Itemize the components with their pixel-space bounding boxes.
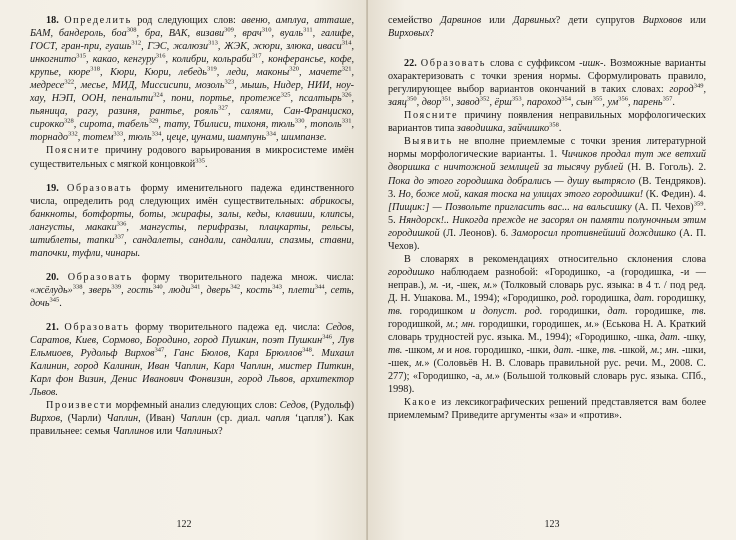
exercise-22-explain: Поясните причину появления неправильных морфологических вариантов типа заводишка, зайчишко$^{358}$. — [388, 110, 706, 135]
exercise-21-continued: семейство Дарвинов или Дарвиных? дети супругов Вирховов или Вирховых? — [388, 15, 706, 40]
exercise-22-identify: Выявить не вполне приемлемые с точки зрения литературной нормы морфологические варианты. 1. Чичиков продал тут же ветхий дворишка с ничтожной землицей за тысячу рублей (Н. В. Гоголь). 2. Пока до этого городишка добрались — душу вытрясло (В. Тендряков). 3. Но, боже мой, какая тоска на улицах этого городишки! (К. Федин). 4. [Пищик:] — Позвольте пригласить вас... на вальсишку (А. П. Чехов)$^{359}$. 5. Няндорск!.. Никогда прежде не засорял он памяти полуночным этим городишкой (Л. Леонов). 6. Заморосил противнейший дождишко (А. П. Чехов). — [388, 136, 707, 252]
exercise-22-task: 22. Образовать слова с суффиксом -ишк-. Возможные варианты охарактеризовать с точки зрения нормы. Сформулировать правило, регулирующее выбор вариантов окончаний в таких словах: город$^{349}$, заяц$^{350}$, двор$^{351}$, завод$^{352}$, ёрш$^{353}$, пароход$^{354}$, сын$^{355}$, $ум^{356}$, парень$^{357}$. — [388, 58, 707, 109]
exercise-22-question: Какое из лексикографических решений представляется вам более приемлемым? Приведите аргументы «за» и «против». — [388, 397, 706, 422]
exercise-21-task: 21. Образовать форму творительного падежа ед. числа: Седов, Саратов, Киев, Сормово, Бородино, город Пушкин, поэт Пушкин$^{346}$, Лув Ельмиоев, Рудольф Вирхов$^{347}$, Ганс Бюлов, Карл Брюллов$^{348}$. Михаил Калинин, город Калинин, Иван Чаплин, Карл Чаплин, мистер Питкин, Карл фон Визин, Денис Иванович Фонвизин, город Львов, архитектор Львов. — [30, 321, 354, 399]
exercise-21 — [30, 321, 354, 438]
page-number-left: 122 — [176, 519, 192, 530]
right-page — [368, 0, 736, 540]
exercise-20-task: 20. Образовать форму творительного падежа множ. числа: «жёлудь»$^{338}$, зверь$^{339}$, гость$^{340}$, люди$^{341}$, дверь$^{342}$, кость$^{343}$, плети$^{344}$, сеть, дочь$^{345}$. — [30, 271, 355, 309]
exercise-19-task: 19. Образовать форму именительного падежа единственного числа, определить род следующих имён существительных: абрикосы, банкноты, ботфорты, боты, жирафы, залы, кеды, клавиши, клипсы, лангусты, макаки$^{336}$, мангусты, перифразы, плацкарты, рельсы, штиблеты, тапки$^{337}$, сандалеты, сандали, сандалии, спазмы, ставни, тапочки, туфли, чинары. — [30, 182, 355, 259]
exercise-18-explain: Поясните причину родового варьирования в микросистеме имён существительных с мягкой концовкой$^{335}$. — [30, 145, 354, 170]
exercise-21-morpheme: Произвести морфемный анализ следующих слов: Седов, (Рудольф) Вирхов, (Чарли) Чаплин, (Иван) Чаплин (ср. диал. чапля ‘цапля’). Как правильнее: семья Чаплинов или Чаплиных? — [30, 400, 354, 438]
exercise-19 — [30, 182, 354, 260]
page-number-right: 123 — [544, 519, 560, 530]
exercise-20 — [30, 271, 354, 310]
exercise-18 — [30, 14, 354, 171]
exercise-22 — [388, 57, 706, 422]
exercise-18-task: 18. Определить род следующих слов: авеню, амплуа, атташe, БАМ, бандероль, боа$^{308}$, бра, ВАК, визави$^{309}$, врач$^{310}$, вуаль$^{311}$, галифе, ГОСТ, гран-при, гуашь$^{312}$, ГЭС, жалюзи$^{313}$, ЖЭК, жюри, злюка, иваси$^{314}$, инкогнито$^{315}$, какао, кенгуру$^{316}$, колибри, кольраби$^{317}$, конферансье, кофе, крупье, кюре$^{318}$, Кюри, Кюри, лебедь$^{319}$, леди, маконы$^{320}$, мачете$^{321}$, медресе$^{322}$, месье, МИД, Миссисипи, мозоль$^{323}$, мышь, Нидер, НИИ, ноу-хау, НЭП, ООН, пенальти$^{324}$, пони, портье, протеже$^{325}$, псалтырь$^{326}$, пьяница, рагу, разиня, рантье, рояль$^{327}$, салями, Сан-Франциско, сирокко$^{328}$, сирота, табель$^{329}$, тату, Тбилиси, тихоня, тюль$^{330}$, тополь$^{331}$, торнадо$^{332}$, тотем$^{333}$, тюль$^{334}$, цеце, цунами, шампунь$^{334}$, шимпанзе. — [30, 15, 355, 144]
exercise-22-dictionaries: В словарях в рекомендациях относительно склонения слова городишко наблюдаем разнобой: «Городишко, -а (городишка, -и — неправ.), м. -и, -шек, м.» (Толковый словарь рус. языка: в 4 т. / под ред. Д. Н. Ушакова. М., 1994); «Городишко, род. городишка, дат. городишку, тв. городишком и допуст. род. городишки, дат. городишке, тв. городишкой, м.; мн. городишки, городишек, м.» (Еськова Н. А. Краткий словарь трудностей рус. языка. М., 1994); «Городишко, -шка, дат. -шку, тв. -шком, м и нов. городишко, -шки, дат. -шке, тв. -шкой, м.; мн. -шки, -шек, м.» (Соловьёв Н. В. Словарь правильной рус. речи. М., 2008. С. 277); «Городишко, -а, м.» (Большой толковый словарь рус. языка. СПб., 1998). — [388, 253, 707, 396]
